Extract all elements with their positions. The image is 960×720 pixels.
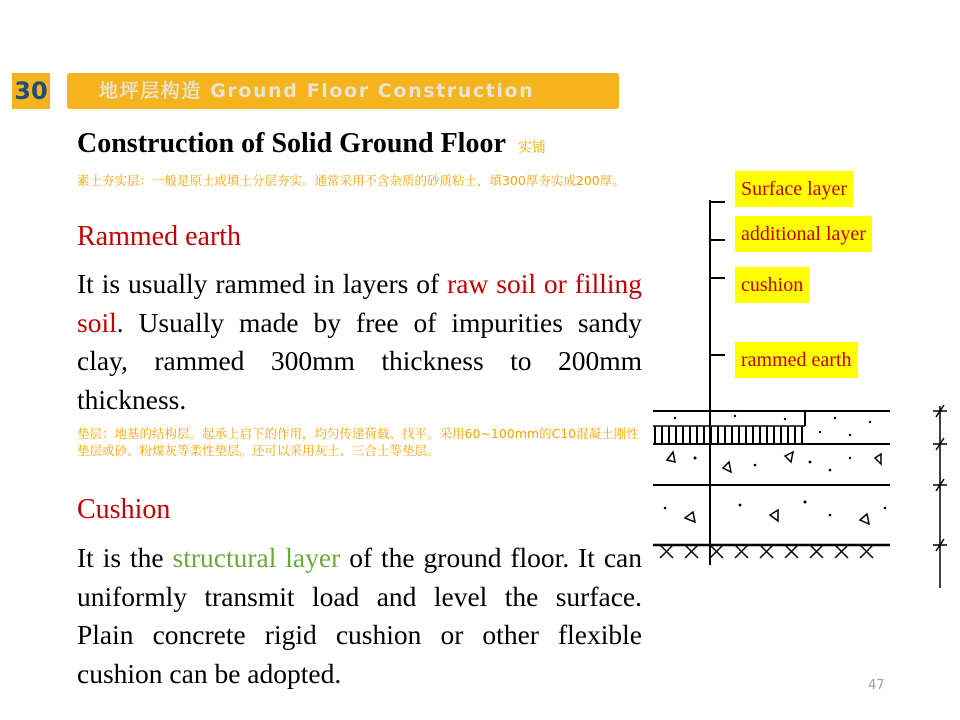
label-surface-layer: Surface layer [735,171,853,207]
header-banner [67,73,619,109]
cushion-heading: Cushion [77,494,171,525]
title-main: Construction of Solid Ground Floor [77,128,506,159]
banner-title: 地坪层构造 Ground Floor Construction [99,80,535,102]
title-cn: 实铺 [517,140,546,156]
label-rammed-earth: rammed earth [735,342,858,378]
cushion-paragraph [77,539,642,693]
rammed-earth-paragraph [77,265,642,419]
label-additional-layer: additional layer [735,216,872,252]
page-number: 47 [868,678,885,693]
rammed-earth-text-1: It is usually rammed in layers of [77,268,448,299]
section-number-badge: 30 [12,73,50,109]
cushion-text-1: It is the [77,542,173,573]
rammed-earth-heading: Rammed earth [77,221,242,252]
page-title [77,128,546,160]
rammed-earth-text-2: . Usually made by free of impurities sandy clay, rammed 300mm thickness to 200mm thickness. [77,306,642,415]
surface-hatch [653,426,805,444]
rammed-earth-highlight: raw soil or filling soil [77,268,642,338]
aggregate-marks [667,452,881,524]
cushion-text-2: of the ground floor. It can uniformly transmit load and level the surface. Plain concrete rigid cushion or other flexible cushion can be adopted. [77,542,643,689]
cushion-highlight: structural layer [172,542,341,573]
cushion-note: 垫层：地基的结构层。起承上启下的作用，均匀传递荷载、找平。采用60~100mm的C10混凝土刚性垫层或砂、粉煤灰等柔性垫层。还可以采用灰土、三合土等垫层。 [77,426,639,458]
earth-hatch [660,545,873,558]
label-cushion: cushion [735,267,809,303]
rammed-earth-note: 素土夯实层：一般是原土或填土分层夯实。通常采用不含杂质的砂质粘土，填300厚夯实成200厚。 [77,173,625,188]
